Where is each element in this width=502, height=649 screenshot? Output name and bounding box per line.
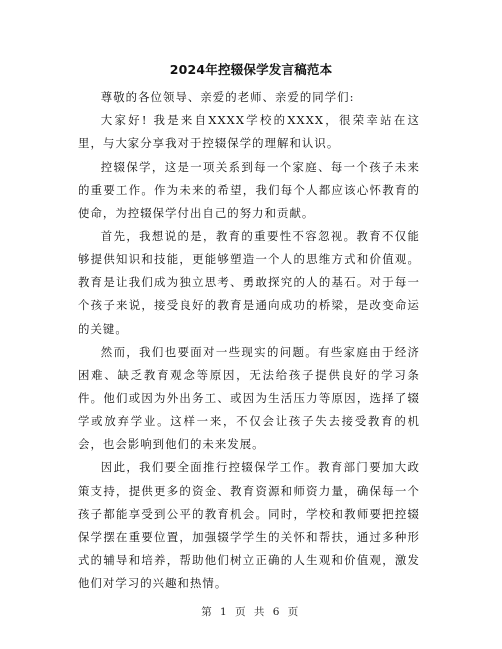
greeting-paragraph: 大家好! 我是来自XXXX学校的XXXX，很荣幸站在这里，与大家分享我对于控辍保学的理解和认识。 — [78, 113, 420, 151]
intro-paragraph: 控辍保学，这是一项关系到每一个家庭、每一个孩子未来的重要工作。作为未来的希望，我们每个人都应该心怀教育的使命，为控辍保学付出自己的努力和贡献。 — [78, 159, 420, 220]
problems-paragraph: 然而，我们也要面对一些现实的问题。有些家庭由于经济困难、缺乏教育观念等原因，无法给孩子提供良好的学习条件。他们或因为外出务工、或因为生活压力等原因，选择了辍学或放弃学业。这样一来，不仅会让孩子失去接受教育的机会，也会影响到他们的未来发展。 — [78, 344, 420, 452]
measures-paragraph: 因此，我们要全面推行控辍保学工作。教育部门要加大政策支持，提供更多的资金、教育资源和师资力量，确保每一个孩子都能享受到公平的教育机会。同时，学校和教师要把控辍保学摆在重要位置，加强辍学学生的关怀和帮扶，通过多种形式的辅导和培养，帮助他们树立正确的人生观和价值观，激发他们对学习的兴趣和热情。 — [78, 460, 420, 590]
document-title: 2024年控辍保学发言稿范本 — [169, 62, 333, 77]
document-body — [78, 86, 420, 595]
salutation-paragraph: 尊敬的各位领导、亲爱的老师、亲爱的同学们: — [100, 90, 355, 104]
page-number-footer: 第 1 页 共 6 页 — [201, 606, 301, 618]
importance-paragraph: 首先，我想说的是，教育的重要性不容忽视。教育不仅能够提供知识和技能，更能够塑造一个人的思维方式和价值观。教育是让我们成为独立思考、勇敢探究的人的基石。对于每一个孩子来说，接受良好的教育是通向成功的桥梁，是改变命运的关键。 — [78, 229, 420, 336]
